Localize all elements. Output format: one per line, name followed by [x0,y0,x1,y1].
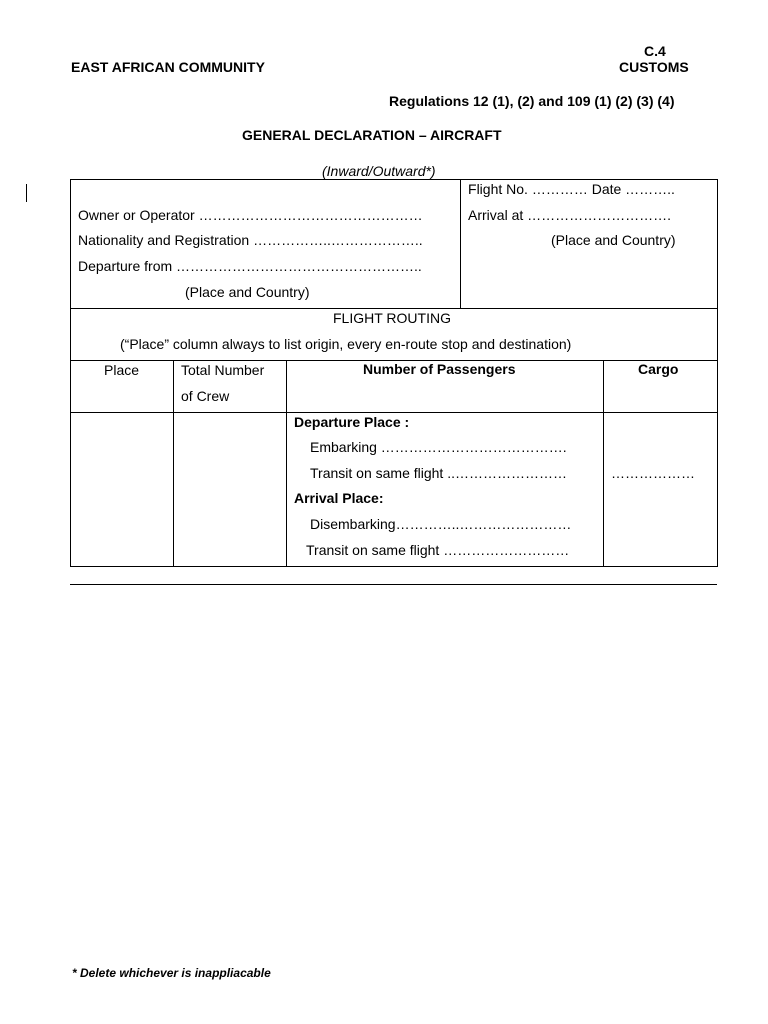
flight-routing-title: FLIGHT ROUTING [333,310,451,326]
horizontal-divider [70,584,717,585]
aircraft-details-cell [71,180,461,309]
footnote: * Delete whichever is inappliacable [72,966,271,980]
transit-arrival-field[interactable]: Transit on same flight ……………………… [306,542,570,558]
flight-routing-cell [71,309,718,361]
transit-departure-field[interactable]: Transit on same flight ..…………………… [310,465,567,481]
passengers-column-header: Number of Passengers [287,361,604,413]
page-subtitle: (Inward/Outward*) [322,163,436,179]
departure-from-field[interactable]: Departure from …………………………………………….. [78,258,422,274]
flight-no-date-field[interactable]: Flight No. ………… Date ……….. [468,181,675,197]
disembarking-field[interactable]: Disembarking…………..…………………… [310,516,572,532]
flight-routing-note: (“Place” column always to list origin, every en-route stop and destination) [120,336,572,352]
text-cursor [26,184,27,202]
arrival-place-country-label: (Place and Country) [551,232,676,248]
regulations-reference: Regulations 12 (1), (2) and 109 (1) (2) (3) (4) [389,93,675,109]
owner-operator-field[interactable]: Owner or Operator ………………………………………… [78,207,423,223]
flight-details-cell [461,180,718,309]
departure-place-country-label: (Place and Country) [185,284,310,300]
passengers-detail-cell [287,413,604,567]
organization-name: EAST AFRICAN COMMUNITY [71,59,265,75]
department-name: CUSTOMS [619,59,689,75]
place-column-header: Place [71,361,174,413]
crew-input-cell[interactable] [174,413,287,567]
place-input-cell[interactable] [71,413,174,567]
declaration-form-table [70,179,718,567]
page-title: GENERAL DECLARATION – AIRCRAFT [242,127,502,143]
cargo-column-header: Cargo [604,361,718,413]
arrival-place-label: Arrival Place: [294,490,384,506]
departure-place-label: Departure Place : [294,414,410,430]
cargo-input-cell [604,413,718,567]
arrival-at-field[interactable]: Arrival at …………………………. [468,207,672,223]
cargo-field[interactable]: ……………… [611,465,696,481]
crew-column-header: Total Number of Crew [174,361,287,413]
form-code: C.4 [644,43,666,59]
nationality-registration-field[interactable]: Nationality and Registration ……………..……………….. [78,232,423,248]
embarking-field[interactable]: Embarking …………………………………. [310,439,567,455]
